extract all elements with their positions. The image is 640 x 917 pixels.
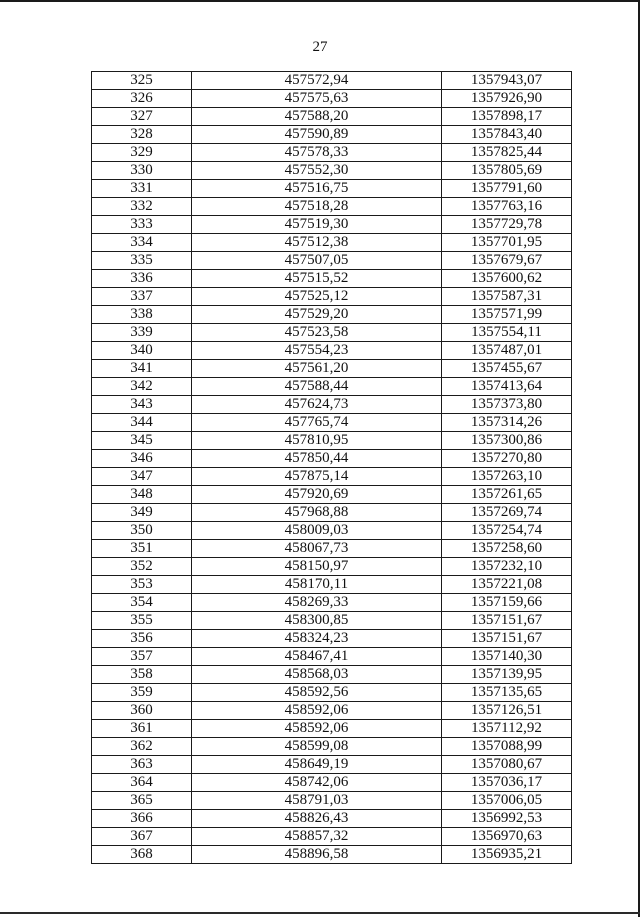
x-coordinate-cell: 458467,41 bbox=[192, 648, 442, 666]
x-coordinate-cell: 458269,33 bbox=[192, 594, 442, 612]
x-coordinate-cell: 457572,94 bbox=[192, 72, 442, 90]
y-coordinate-cell: 1357805,69 bbox=[442, 162, 572, 180]
table-row bbox=[92, 450, 572, 468]
y-coordinate-cell: 1357112,92 bbox=[442, 720, 572, 738]
y-coordinate-cell: 1357571,99 bbox=[442, 306, 572, 324]
y-coordinate-cell: 1357701,95 bbox=[442, 234, 572, 252]
point-number-cell: 359 bbox=[92, 684, 192, 702]
table-row bbox=[92, 72, 572, 90]
x-coordinate-cell: 457968,88 bbox=[192, 504, 442, 522]
x-coordinate-cell: 458568,03 bbox=[192, 666, 442, 684]
y-coordinate-cell: 1357151,67 bbox=[442, 612, 572, 630]
y-coordinate-cell: 1357151,67 bbox=[442, 630, 572, 648]
table-row bbox=[92, 486, 572, 504]
table-row bbox=[92, 684, 572, 702]
point-number-cell: 358 bbox=[92, 666, 192, 684]
point-number-cell: 350 bbox=[92, 522, 192, 540]
table-row bbox=[92, 774, 572, 792]
y-coordinate-cell: 1357270,80 bbox=[442, 450, 572, 468]
x-coordinate-cell: 458150,97 bbox=[192, 558, 442, 576]
point-number-cell: 368 bbox=[92, 846, 192, 864]
x-coordinate-cell: 457519,30 bbox=[192, 216, 442, 234]
y-coordinate-cell: 1357159,66 bbox=[442, 594, 572, 612]
y-coordinate-cell: 1357254,74 bbox=[442, 522, 572, 540]
x-coordinate-cell: 457523,58 bbox=[192, 324, 442, 342]
point-number-cell: 340 bbox=[92, 342, 192, 360]
coordinates-table bbox=[91, 71, 572, 864]
x-coordinate-cell: 457561,20 bbox=[192, 360, 442, 378]
table-row bbox=[92, 90, 572, 108]
table-row bbox=[92, 216, 572, 234]
y-coordinate-cell: 1357139,95 bbox=[442, 666, 572, 684]
x-coordinate-cell: 458592,06 bbox=[192, 720, 442, 738]
point-number-cell: 329 bbox=[92, 144, 192, 162]
x-coordinate-cell: 457920,69 bbox=[192, 486, 442, 504]
x-coordinate-cell: 457507,05 bbox=[192, 252, 442, 270]
point-number-cell: 349 bbox=[92, 504, 192, 522]
coordinates-table-body bbox=[92, 72, 572, 864]
table-row bbox=[92, 504, 572, 522]
x-coordinate-cell: 457850,44 bbox=[192, 450, 442, 468]
table-row bbox=[92, 522, 572, 540]
point-number-cell: 338 bbox=[92, 306, 192, 324]
table-row bbox=[92, 360, 572, 378]
table-row bbox=[92, 270, 572, 288]
point-number-cell: 357 bbox=[92, 648, 192, 666]
table-row bbox=[92, 378, 572, 396]
table-row bbox=[92, 108, 572, 126]
table-row bbox=[92, 162, 572, 180]
point-number-cell: 367 bbox=[92, 828, 192, 846]
point-number-cell: 342 bbox=[92, 378, 192, 396]
x-coordinate-cell: 457554,23 bbox=[192, 342, 442, 360]
y-coordinate-cell: 1357825,44 bbox=[442, 144, 572, 162]
table-row bbox=[92, 468, 572, 486]
x-coordinate-cell: 457588,20 bbox=[192, 108, 442, 126]
point-number-cell: 351 bbox=[92, 540, 192, 558]
point-number-cell: 360 bbox=[92, 702, 192, 720]
table-row bbox=[92, 558, 572, 576]
x-coordinate-cell: 458826,43 bbox=[192, 810, 442, 828]
x-coordinate-cell: 457515,52 bbox=[192, 270, 442, 288]
x-coordinate-cell: 457525,12 bbox=[192, 288, 442, 306]
table-row bbox=[92, 594, 572, 612]
point-number-cell: 335 bbox=[92, 252, 192, 270]
point-number-cell: 365 bbox=[92, 792, 192, 810]
x-coordinate-cell: 458009,03 bbox=[192, 522, 442, 540]
y-coordinate-cell: 1357080,67 bbox=[442, 756, 572, 774]
x-coordinate-cell: 457518,28 bbox=[192, 198, 442, 216]
y-coordinate-cell: 1357232,10 bbox=[442, 558, 572, 576]
table-row bbox=[92, 324, 572, 342]
x-coordinate-cell: 457575,63 bbox=[192, 90, 442, 108]
y-coordinate-cell: 1357898,17 bbox=[442, 108, 572, 126]
y-coordinate-cell: 1357140,30 bbox=[442, 648, 572, 666]
y-coordinate-cell: 1357221,08 bbox=[442, 576, 572, 594]
x-coordinate-cell: 458067,73 bbox=[192, 540, 442, 558]
table-row bbox=[92, 432, 572, 450]
table-row bbox=[92, 126, 572, 144]
y-coordinate-cell: 1357487,01 bbox=[442, 342, 572, 360]
y-coordinate-cell: 1357600,62 bbox=[442, 270, 572, 288]
x-coordinate-cell: 457578,33 bbox=[192, 144, 442, 162]
table-row bbox=[92, 180, 572, 198]
y-coordinate-cell: 1357314,26 bbox=[442, 414, 572, 432]
point-number-cell: 344 bbox=[92, 414, 192, 432]
point-number-cell: 331 bbox=[92, 180, 192, 198]
table-row bbox=[92, 756, 572, 774]
y-coordinate-cell: 1357036,17 bbox=[442, 774, 572, 792]
x-coordinate-cell: 458599,08 bbox=[192, 738, 442, 756]
table-row bbox=[92, 288, 572, 306]
point-number-cell: 353 bbox=[92, 576, 192, 594]
y-coordinate-cell: 1357300,86 bbox=[442, 432, 572, 450]
table-row bbox=[92, 630, 572, 648]
x-coordinate-cell: 457875,14 bbox=[192, 468, 442, 486]
table-row bbox=[92, 198, 572, 216]
table-row bbox=[92, 702, 572, 720]
point-number-cell: 361 bbox=[92, 720, 192, 738]
point-number-cell: 354 bbox=[92, 594, 192, 612]
y-coordinate-cell: 1357587,31 bbox=[442, 288, 572, 306]
y-coordinate-cell: 1357006,05 bbox=[442, 792, 572, 810]
y-coordinate-cell: 1357679,67 bbox=[442, 252, 572, 270]
point-number-cell: 363 bbox=[92, 756, 192, 774]
y-coordinate-cell: 1356970,63 bbox=[442, 828, 572, 846]
point-number-cell: 352 bbox=[92, 558, 192, 576]
point-number-cell: 362 bbox=[92, 738, 192, 756]
page-border-bottom bbox=[0, 912, 640, 914]
point-number-cell: 343 bbox=[92, 396, 192, 414]
point-number-cell: 337 bbox=[92, 288, 192, 306]
table-row bbox=[92, 648, 572, 666]
x-coordinate-cell: 457512,38 bbox=[192, 234, 442, 252]
x-coordinate-cell: 458592,06 bbox=[192, 702, 442, 720]
point-number-cell: 325 bbox=[92, 72, 192, 90]
point-number-cell: 345 bbox=[92, 432, 192, 450]
y-coordinate-cell: 1357373,80 bbox=[442, 396, 572, 414]
y-coordinate-cell: 1357791,60 bbox=[442, 180, 572, 198]
point-number-cell: 348 bbox=[92, 486, 192, 504]
x-coordinate-cell: 458592,56 bbox=[192, 684, 442, 702]
x-coordinate-cell: 458649,19 bbox=[192, 756, 442, 774]
y-coordinate-cell: 1357269,74 bbox=[442, 504, 572, 522]
table-row bbox=[92, 144, 572, 162]
x-coordinate-cell: 457516,75 bbox=[192, 180, 442, 198]
x-coordinate-cell: 457624,73 bbox=[192, 396, 442, 414]
point-number-cell: 328 bbox=[92, 126, 192, 144]
table-row bbox=[92, 792, 572, 810]
point-number-cell: 341 bbox=[92, 360, 192, 378]
y-coordinate-cell: 1357729,78 bbox=[442, 216, 572, 234]
y-coordinate-cell: 1357455,67 bbox=[442, 360, 572, 378]
point-number-cell: 327 bbox=[92, 108, 192, 126]
y-coordinate-cell: 1357126,51 bbox=[442, 702, 572, 720]
table-row bbox=[92, 396, 572, 414]
x-coordinate-cell: 458324,23 bbox=[192, 630, 442, 648]
y-coordinate-cell: 1357413,64 bbox=[442, 378, 572, 396]
y-coordinate-cell: 1357261,65 bbox=[442, 486, 572, 504]
table-row bbox=[92, 252, 572, 270]
table-row bbox=[92, 666, 572, 684]
point-number-cell: 364 bbox=[92, 774, 192, 792]
table-row bbox=[92, 810, 572, 828]
y-coordinate-cell: 1357088,99 bbox=[442, 738, 572, 756]
x-coordinate-cell: 457552,30 bbox=[192, 162, 442, 180]
point-number-cell: 336 bbox=[92, 270, 192, 288]
point-number-cell: 366 bbox=[92, 810, 192, 828]
x-coordinate-cell: 458170,11 bbox=[192, 576, 442, 594]
x-coordinate-cell: 457810,95 bbox=[192, 432, 442, 450]
table-row bbox=[92, 576, 572, 594]
x-coordinate-cell: 457588,44 bbox=[192, 378, 442, 396]
table-row bbox=[92, 828, 572, 846]
x-coordinate-cell: 458742,06 bbox=[192, 774, 442, 792]
table-row bbox=[92, 234, 572, 252]
y-coordinate-cell: 1356935,21 bbox=[442, 846, 572, 864]
y-coordinate-cell: 1357258,60 bbox=[442, 540, 572, 558]
x-coordinate-cell: 457529,20 bbox=[192, 306, 442, 324]
point-number-cell: 356 bbox=[92, 630, 192, 648]
x-coordinate-cell: 458300,85 bbox=[192, 612, 442, 630]
point-number-cell: 355 bbox=[92, 612, 192, 630]
y-coordinate-cell: 1357135,65 bbox=[442, 684, 572, 702]
point-number-cell: 332 bbox=[92, 198, 192, 216]
page-border-top bbox=[0, 0, 640, 2]
point-number-cell: 346 bbox=[92, 450, 192, 468]
y-coordinate-cell: 1357763,16 bbox=[442, 198, 572, 216]
x-coordinate-cell: 457590,89 bbox=[192, 126, 442, 144]
y-coordinate-cell: 1357943,07 bbox=[442, 72, 572, 90]
point-number-cell: 347 bbox=[92, 468, 192, 486]
point-number-cell: 330 bbox=[92, 162, 192, 180]
y-coordinate-cell: 1357926,90 bbox=[442, 90, 572, 108]
table-row bbox=[92, 414, 572, 432]
y-coordinate-cell: 1357554,11 bbox=[442, 324, 572, 342]
table-row bbox=[92, 306, 572, 324]
table-row bbox=[92, 612, 572, 630]
x-coordinate-cell: 457765,74 bbox=[192, 414, 442, 432]
table-row bbox=[92, 738, 572, 756]
x-coordinate-cell: 458791,03 bbox=[192, 792, 442, 810]
table-row bbox=[92, 720, 572, 738]
x-coordinate-cell: 458857,32 bbox=[192, 828, 442, 846]
y-coordinate-cell: 1357843,40 bbox=[442, 126, 572, 144]
point-number-cell: 334 bbox=[92, 234, 192, 252]
x-coordinate-cell: 458896,58 bbox=[192, 846, 442, 864]
table-row bbox=[92, 540, 572, 558]
point-number-cell: 339 bbox=[92, 324, 192, 342]
y-coordinate-cell: 1357263,10 bbox=[442, 468, 572, 486]
y-coordinate-cell: 1356992,53 bbox=[442, 810, 572, 828]
table-row bbox=[92, 342, 572, 360]
point-number-cell: 333 bbox=[92, 216, 192, 234]
point-number-cell: 326 bbox=[92, 90, 192, 108]
page-number: 27 bbox=[312, 39, 328, 55]
table-row bbox=[92, 846, 572, 864]
